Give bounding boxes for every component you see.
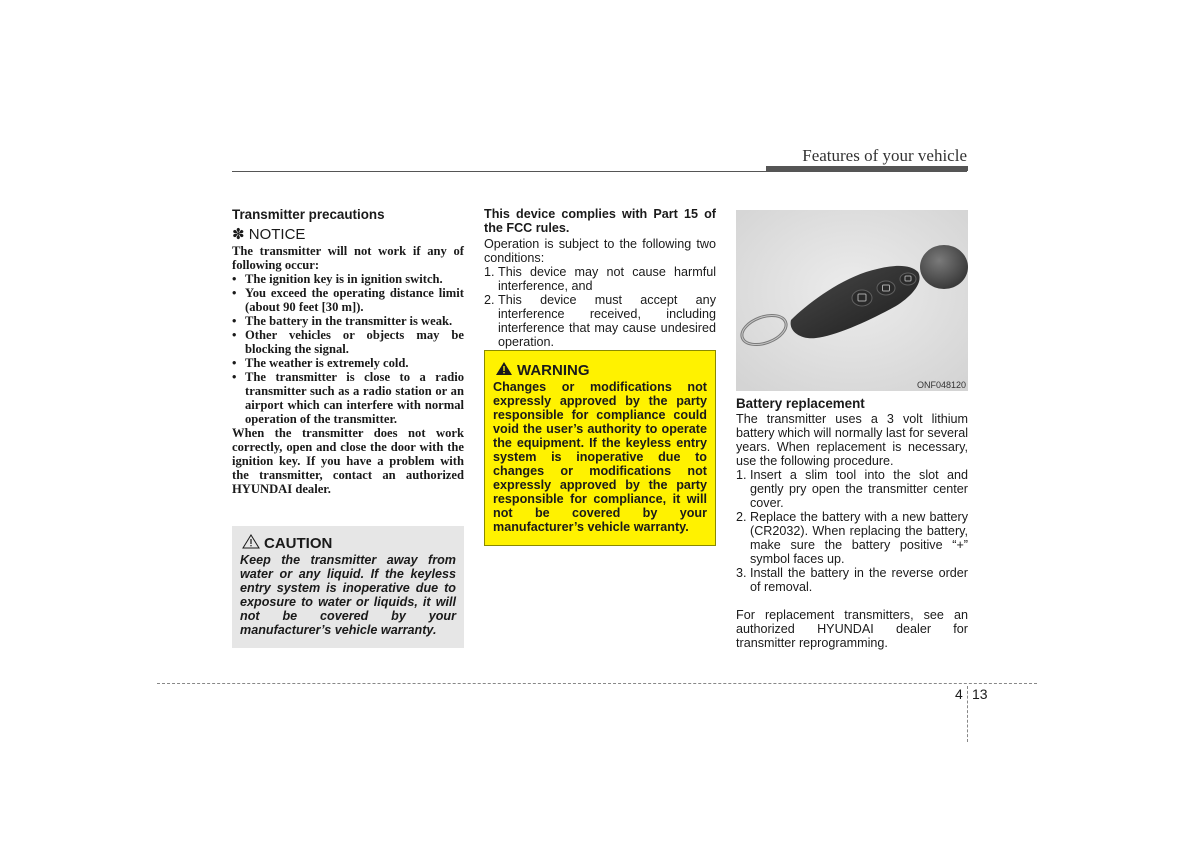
battery-outro: For replacement transmitters, see an authorized HYUNDAI dealer for transmitter reprogramming. (736, 608, 968, 650)
notice-item: • The transmitter is close to a radio transmitter such as a radio station or an airport which can interfere with normal operation of the transmitter. (232, 370, 464, 426)
condition-item (484, 265, 716, 293)
battery-steps (736, 468, 968, 594)
notice-item: • The weather is extremely cold. (232, 356, 464, 370)
notice-item: • The ignition key is in ignition switch. (232, 272, 464, 286)
photo-code: ONF048120 (916, 380, 966, 390)
step-text: Replace the battery with a new battery (CR2032). When replacing the battery, make sure the battery positive “+” symbol faces up. (750, 510, 968, 566)
condition-item (484, 293, 716, 349)
page-number-divider (967, 686, 968, 742)
fcc-heading: This device complies with Part 15 of the FCC rules. (484, 207, 716, 235)
header-bar (766, 166, 968, 171)
page-number: 13 (972, 686, 988, 702)
step-number: 2. (736, 510, 747, 524)
fcc-intro: Operation is subject to the following two conditions: (484, 237, 716, 265)
step-number: 1. (736, 468, 747, 482)
notice-item: • Other vehicles or objects may be blocking the signal. (232, 328, 464, 356)
column-middle (484, 207, 716, 349)
warning-box (484, 350, 716, 546)
notice-list (232, 272, 464, 426)
condition-text: This device may not cause harmful interference, and (498, 265, 716, 293)
warning-triangle-icon (495, 361, 513, 376)
caution-text: Keep the transmitter away from water or any liquid. If the keyless entry system is inoperative due to exposure to water or liquids, it will not be covered by your manufacturer’s vehicle warranty. (240, 553, 456, 637)
section-number: 4 (955, 686, 963, 702)
notice-label: ✽ NOTICE (232, 226, 306, 243)
condition-text: This device must accept any interference received, including interference that may cause undesired operation. (498, 293, 716, 349)
fcc-conditions (484, 265, 716, 349)
battery-step (736, 510, 968, 566)
caution-triangle-icon (242, 534, 260, 549)
caution-box (232, 526, 464, 648)
step-text: Install the battery in the reverse order of removal. (750, 566, 968, 594)
warning-title-text: WARNING (517, 362, 590, 379)
battery-intro: The transmitter uses a 3 volt lithium battery which will normally last for several years. When replacement is necessary, use the following procedure. (736, 412, 968, 468)
notice-item: • You exceed the operating distance limit (about 90 feet [30 m]). (232, 286, 464, 314)
notice-outro: When the transmitter does not work correctly, open and close the door with the ignition key. If you have a problem with the transmitter, contact an authorized HYUNDAI dealer. (232, 426, 464, 496)
notice-item: • The battery in the transmitter is weak. (232, 314, 464, 328)
notice-intro: The transmitter will not work if any of following occur: (232, 244, 464, 272)
warning-title (493, 361, 707, 380)
footer-rule (157, 683, 1037, 684)
battery-heading: Battery replacement (736, 396, 865, 411)
key-fob-photo (736, 210, 968, 391)
key-fob-illustration (736, 210, 968, 391)
step-number: 3. (736, 566, 747, 580)
page-header-title: Features of your vehicle (802, 146, 967, 165)
condition-number: 2. (484, 293, 495, 307)
section-heading: Transmitter precautions (232, 207, 385, 222)
battery-step (736, 566, 968, 594)
caution-title-text: CAUTION (264, 535, 333, 552)
header-rule (232, 171, 967, 172)
column-right (736, 396, 968, 650)
step-text: Insert a slim tool into the slot and gently pry open the transmitter center cover. (750, 468, 968, 510)
warning-text: Changes or modifications not expressly approved by the party responsible for compliance could void the user’s authority to operate the equipment. If the keyless entry system is inoperative due to changes or modifications not expressly approved by the party responsible for compliance, it will not be covered by your manufacturer’s vehicle warranty. (493, 380, 707, 534)
column-left (232, 207, 464, 496)
battery-step (736, 468, 968, 510)
caution-title (240, 534, 456, 553)
condition-number: 1. (484, 265, 495, 279)
